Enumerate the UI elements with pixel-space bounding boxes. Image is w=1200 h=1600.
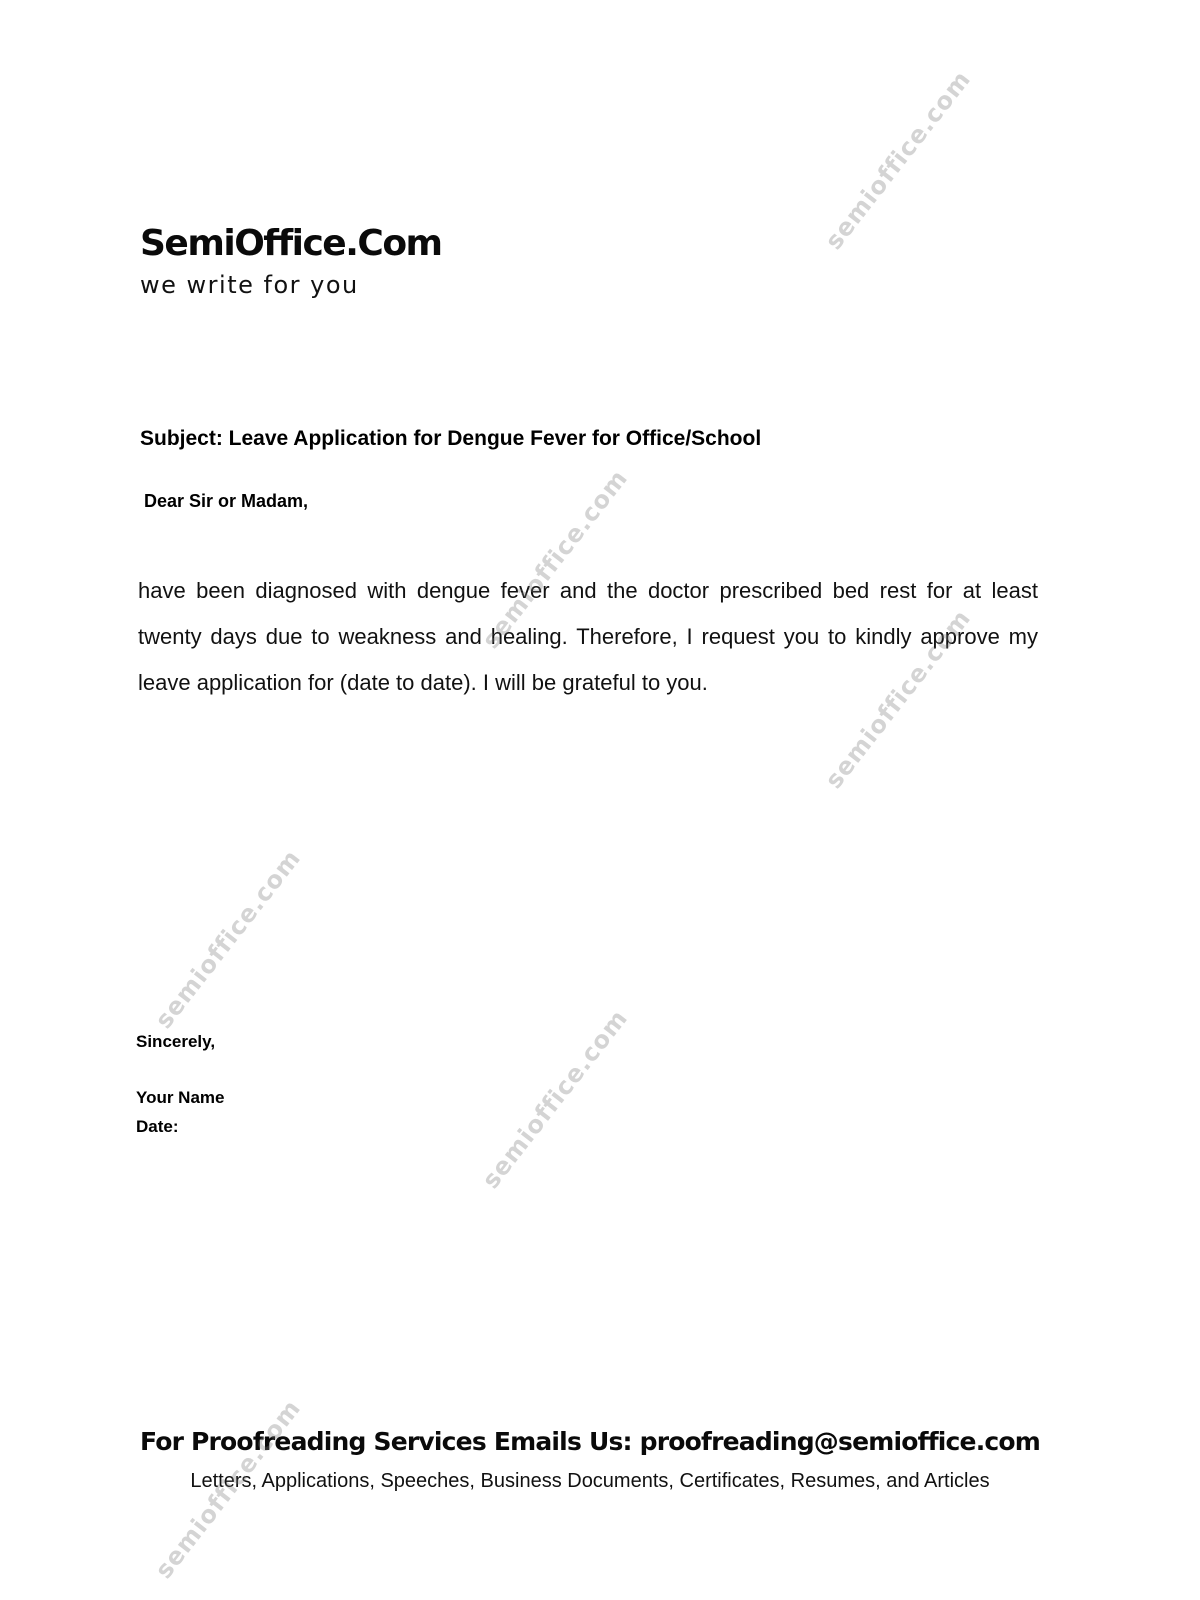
- signature-date: Date:: [136, 1117, 179, 1136]
- watermark: semioffice.com: [819, 65, 977, 255]
- brand-tagline: we write for you: [140, 271, 359, 299]
- watermark: semioffice.com: [476, 464, 634, 654]
- letter-salutation: Dear Sir or Madam,: [144, 491, 309, 511]
- footer-subtitle: Letters, Applications, Speeches, Business Documents, Certificates, Resumes, and Articles: [190, 1470, 990, 1492]
- letter-closing: Sincerely,: [136, 1032, 216, 1051]
- footer-title: For Proofreading Services Emails Us: proofreading@semioffice.com: [139, 1427, 1041, 1456]
- letter-subject: Subject: Leave Application for Dengue Fever for Office/School: [140, 427, 762, 450]
- watermark: semioffice.com: [149, 1394, 307, 1584]
- letter-body: have been diagnosed with dengue fever and the doctor prescribed bed rest for at least twenty days due to weakness and healing. Therefore, I request you to kindly approve my leave application for (date to date). I will be grateful to you.: [138, 578, 1038, 695]
- watermark: semioffice.com: [149, 844, 307, 1034]
- watermark: semioffice.com: [819, 604, 977, 794]
- watermark: semioffice.com: [476, 1004, 634, 1194]
- brand-logo-text: SemiOffice.Com: [140, 223, 442, 264]
- signature-name: Your Name: [136, 1088, 225, 1107]
